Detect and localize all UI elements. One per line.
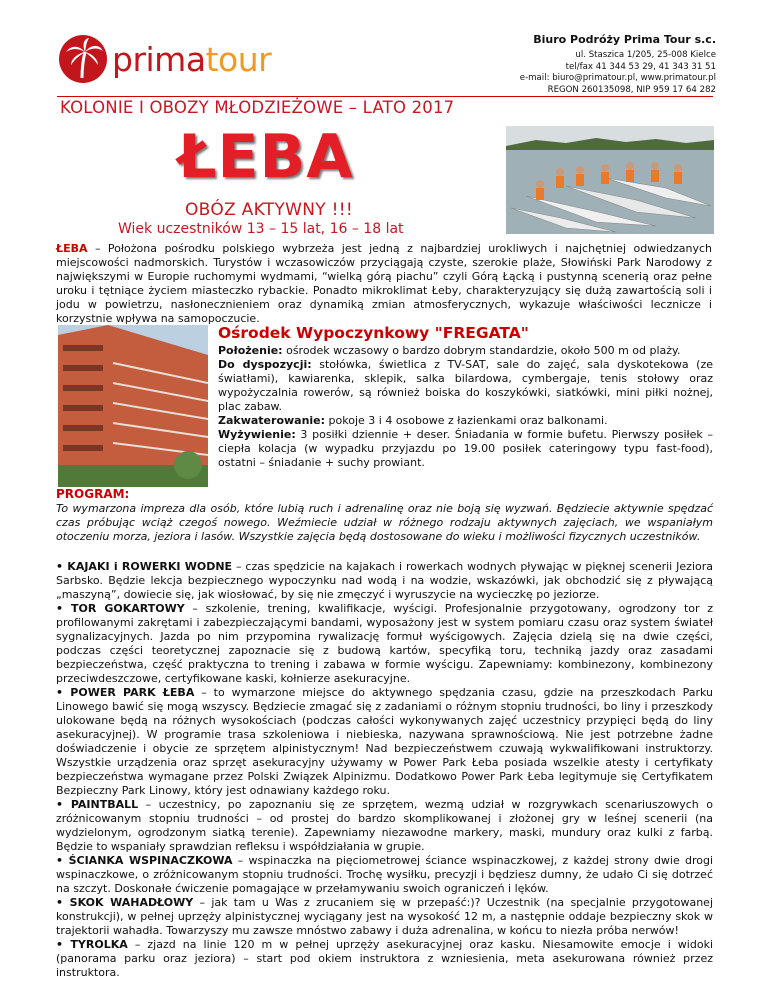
list-item xyxy=(56,938,713,980)
resort-rooms xyxy=(218,414,713,428)
list-item xyxy=(56,854,713,896)
intro-lead: ŁEBA xyxy=(56,242,88,255)
list-item xyxy=(56,686,713,798)
kayaks-photo xyxy=(506,126,714,234)
activity-title: • PAINTBALL xyxy=(56,798,139,811)
city-title: ŁEBA xyxy=(178,122,354,192)
program-heading: PROGRAM: xyxy=(56,487,130,501)
facilities-text: stołówka, świetlica z TV-SAT, sale do zajęć, sala dyskotekowa (ze światłami), kawiarenka, sklepik, salka bilardowa, cymbergaje, tenis stołowy oraz wypożyczalnia rowerów, są również boiska do koszykówki, siatkówki, mini piłki nożnej, plac zabaw. xyxy=(218,358,714,413)
program-intro: To wymarzona impreza dla osób, które lubią ruch i adrenalinę oraz nie boją się wyzwań. Będziecie aktywnie spędzać czas próbując wciąż czegoś nowego. Weźmiecie udział w różnego rodzaju aktywnych zajęciach, we wspaniałym otoczeniu morza, jeziora i lasów. Wszystkie zajęcia będą dostosowane do wieku i możliwości fizycznych uczestników. xyxy=(56,502,713,543)
activity-title: • ŚCIANKA WSPINACZKOWA xyxy=(56,854,233,867)
resort-facilities xyxy=(218,358,713,414)
resort-details xyxy=(218,344,713,470)
resort-name: Ośrodek Wypoczynkowy "FREGATA" xyxy=(218,324,529,342)
activity-title: • KAJAKI i ROWERKI WODNE xyxy=(56,560,233,573)
facilities-label: Do dyspozycji: xyxy=(218,358,312,371)
company-address: ul. Staszica 1/205, 25-008 Kielce xyxy=(575,50,716,60)
brand-part1: prima xyxy=(112,40,206,79)
activity-title: • TYROLKA xyxy=(56,938,128,951)
activity-title: • POWER PARK ŁEBA xyxy=(56,686,195,699)
brand-part2: tour xyxy=(205,40,272,79)
activity-text: – zjazd na linie 120 m w pełnej uprzęży asekuracyjnej oraz kasku. Niesamowite emocje i widoki (panorama parku oraz jeziora) – start pod okiem instruktora z wzniesienia, meta asekurowana również przez instruktora. xyxy=(56,938,714,979)
activity-text: – jak tam u Was z zrucaniem się w przepaść:)? Uczestnik (na specjalnie przygotowanej konstrukcji), w pełnej uprzęży alpinistycznej wyciągany jest na wysokość 12 m, a następnie oddaje bezpieczny skok w trajektorii wahadła. Towarzyszy mu zawsze mnóstwo zabawy i duża adrenalina, w końcu to niezła próba nerwów! xyxy=(56,896,713,937)
company-info xyxy=(520,33,716,96)
list-item xyxy=(56,560,713,602)
rooms-label: Zakwaterowanie: xyxy=(218,414,326,427)
company-name: Biuro Podróży Prima Tour s.c. xyxy=(533,33,716,46)
activity-title: • SKOK WAHADŁOWY xyxy=(56,896,194,909)
camp-subtitle: OBÓZ AKTYWNY !!! xyxy=(185,200,353,220)
location-label: Położenie: xyxy=(218,344,283,357)
company-phone: tel/fax 41 344 53 29, 41 343 31 51 xyxy=(565,61,716,72)
intro-paragraph xyxy=(56,242,712,326)
rooms-text: pokoje 3 i 4 osobowe z łazienkami oraz balkonami. xyxy=(325,414,608,427)
activities-list xyxy=(56,560,713,980)
list-item xyxy=(56,798,713,854)
company-email[interactable]: e-mail: biuro@primatour.pl, www.primatour.pl xyxy=(519,73,716,84)
list-item xyxy=(56,602,713,686)
activity-text: – czas spędzicie na kajakach i rowerkach wodnych pływając w pięknej scenerii Jeziora Sarbsko. Będzie lekcja bezpiecznego wypoczynku nad wodą i na wodzie, wskazówki, jak obchodzić się z pływającą „maszyną”, dowiecie się, jak wiosłować, by się nie zmęczyć i wyruszycie na wycieczkę po jeziorze. xyxy=(56,560,713,601)
brand-logo xyxy=(112,40,271,79)
hotel-photo xyxy=(58,325,208,487)
resort-location xyxy=(218,344,713,358)
activity-text: – wspinaczka na pięciometrowej ściance wspinaczkowej, z każdej strony dwie drogi wspinaczkowe, o zróżnicowanym stopniu trudności. Trochę wysiłku, precyzji i będziesz dumny, że udało Ci się dotrzeć na szczyt. Doskonałe ćwiczenie pomagające w przełamywaniu swoich ograniczeń i lęków. xyxy=(56,854,714,895)
intro-text: – Położona pośrodku polskiego wybrzeża jest jedną z najbardziej urokliwych i najchętniej odwiedzanych miejscowości nadmorskich. Turystów i wczasowiczów przyciągają czyste, szerokie plaże, Słowiński Park Narodowy z największymi w Europie ruchomymi wydmami, “wielką górą piachu” czyli Górą Łącką i pustynną scenerią oraz pełne uroku i tętniące życiem miasteczko rybackie. Ponadto mikroklimat Łeby, charakteryzujący się dużą zawartością soli i jodu w powietrzu, nasłonecznieniem oraz dynamiką zmian atmosferycznych, wykazuje właściwości lecznicze i korzystnie wpływa na samopoczucie. xyxy=(56,242,712,325)
header-divider xyxy=(57,96,713,97)
activity-text: – szkolenie, trening, kwalifikacje, wyścigi. Profesjonalnie przygotowany, ogrodzony tor z profilowanymi zakrętami i zabezpieczającymi bandami, wyposażony jest w system pomiaru czasu oraz system świateł sygnalizacyjnych. Jazda po nim przypomina rywalizację formuł wyścigowych. Zajęcia dzielą się na dwie części, podczas części teoretycznej zapoznacie się z budową kartów, specyfiką toru, techniką jazdy oraz zasadami bezpieczeństwa, część praktyczna to trening i zabawa w formie wyścigu. Zapewniamy: kombinezony, kombinezony przeciwdeszczowe, certyfikowane kaski, kołnierze asekuracyjne. xyxy=(56,602,713,685)
page-title: KOLONIE I OBOZY MŁODZIEŻOWE – LATO 2017 xyxy=(60,98,455,117)
age-range: Wiek uczestników 13 – 15 lat, 16 – 18 lat xyxy=(118,221,404,237)
activity-text: – to wymarzone miejsce do aktywnego spędzania czasu, gdzie na przeszkodach Parku Linowego bawić się mogą wszyscy. Będziecie zmagać się z zadaniami o różnym stopniu trudności, bo liny i przeszkody ulokowane będą na różnych wysokościach (podczas całości wykonywanych zajęć uczestnicy przypięci będą do liny asekuracyjnej). W programie trasa szkoleniowa i niebieska, nazywana sprawnościową. Nie jest potrzebne żadne doświadczenie i obycie ze sprzętem alpinistycznym! Nad bezpieczeństwem czuwają wykwalifikowani instruktorzy. Wszystkie urządzenia oraz sprzęt asekuracyjny używamy w Power Park Łeba posiada wszelkie atesty i certyfikaty bezpieczeństwa wymagane przez Polski Związek Alpinizmu. Dodatkowo Power Park Łeba legitymuje się Certyfikatem Bezpieczny Park Linowy, który jest odnawiany każdego roku. xyxy=(56,686,713,797)
location-text: ośrodek wczasowy o bardzo dobrym standardzie, około 500 m od plaży. xyxy=(282,344,681,357)
resort-food xyxy=(218,428,713,470)
food-label: Wyżywienie: xyxy=(218,428,296,441)
activity-title: • TOR GOKARTOWY xyxy=(56,602,185,615)
company-regon: REGON 260135098, NIP 959 17 64 282 xyxy=(547,84,716,95)
food-text: 3 posiłki dziennie + deser. Śniadania w formie bufetu. Pierwszy posiłek – ciepła kolacja (w wypadku przyjazdu po 19.00 posiłek cateringowy typu fast-food), ostatni – śniadanie + suchy prowiant. xyxy=(218,428,713,469)
activity-text: – uczestnicy, po zapoznaniu się ze sprzętem, wezmą udział w rozgrywkach scenariuszowych o zróżnicowanym stopniu trudności – od prostej do bardzo skomplikowanej i złożonej gry w leśnej scenerii (na wydzielonym, ogrodzonym siatką terenie). Zapewniamy niezawodne markery, maski, mundury oraz kulki z farbą. Będzie to wspaniały sprawdzian refleksu i współdziałania w grupie. xyxy=(56,798,713,853)
list-item xyxy=(56,896,713,938)
